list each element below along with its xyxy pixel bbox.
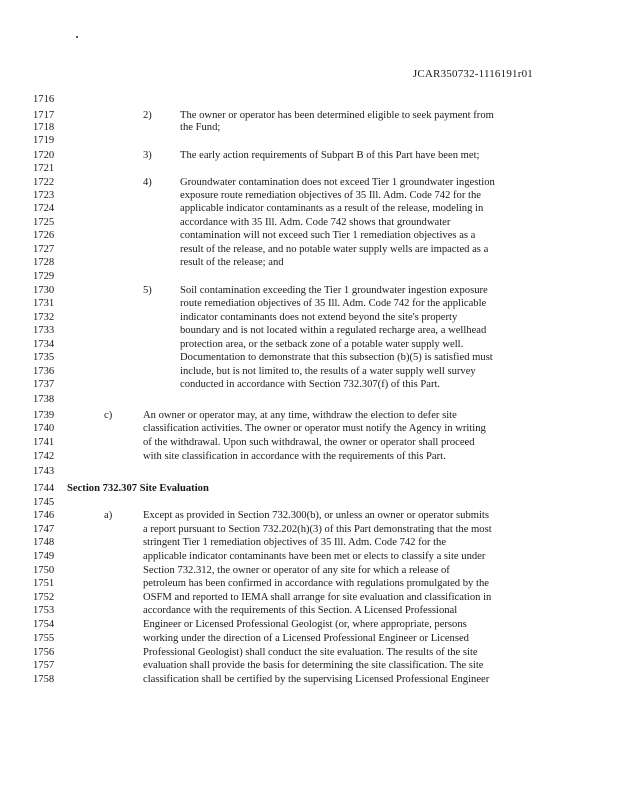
- text-line: Professional Geologist) shall conduct the site evaluation. The results of the site: [143, 647, 478, 658]
- line-number: 1732: [33, 312, 55, 323]
- line-number: 1718: [33, 122, 55, 133]
- line-number: 1748: [33, 537, 55, 548]
- text-line: Engineer or Licensed Professional Geologist (or, where appropriate, persons: [143, 619, 467, 630]
- item-number: 4): [143, 177, 152, 188]
- item-number: 2): [143, 110, 152, 121]
- line-number: 1753: [33, 605, 55, 616]
- text-line: conducted in accordance with Section 732.307(f) of this Part.: [180, 379, 441, 390]
- line-number: 1752: [33, 592, 55, 603]
- text-line: protection area, or the setback zone of a potable water supply well.: [180, 339, 464, 350]
- line-number: 1720: [33, 150, 55, 161]
- line-number: 1747: [33, 524, 55, 535]
- line-number: 1724: [33, 203, 55, 214]
- line-number: 1725: [33, 217, 55, 228]
- text-line: working under the direction of a Licensed Professional Engineer or Licensed: [143, 633, 469, 644]
- line-number: 1757: [33, 660, 55, 671]
- text-line: The owner or operator has been determined eligible to seek payment from: [180, 110, 494, 121]
- text-line: boundary and is not located within a regulated recharge area, a wellhead: [180, 325, 487, 336]
- line-number: 1737: [33, 379, 55, 390]
- line-number: 1717: [33, 110, 55, 121]
- text-line: with site classification in accordance with the requirements of this Part.: [143, 451, 446, 462]
- text-line: classification shall be certified by the supervising Licensed Professional Engineer: [143, 674, 490, 685]
- line-number: 1751: [33, 578, 55, 589]
- text-line: result of the release, and no potable water supply wells are impacted as a: [180, 244, 489, 255]
- scan-speck: [76, 36, 78, 38]
- text-line: Except as provided in Section 732.300(b), or unless an owner or operator submits: [143, 510, 489, 521]
- text-line: stringent Tier 1 remediation objectives of 35 Ill. Adm. Code 742 for the: [143, 537, 447, 548]
- text-line: applicable indicator contaminants have been met or elects to classify a site under: [143, 551, 486, 562]
- item-number: 5): [143, 285, 152, 296]
- line-number: 1719: [33, 135, 55, 146]
- text-line: include, but is not limited to, the results of a water supply well survey: [180, 366, 476, 377]
- text-line: indicator contaminants does not extend beyond the site's property: [180, 312, 458, 323]
- line-number: 1723: [33, 190, 55, 201]
- text-line: petroleum has been confirmed in accordance with regulations promulgated by the: [143, 578, 489, 589]
- line-number: 1740: [33, 423, 55, 434]
- line-number: 1742: [33, 451, 55, 462]
- text-line: An owner or operator may, at any time, withdraw the election to defer site: [143, 410, 457, 421]
- line-number: 1727: [33, 244, 55, 255]
- document-id: JCAR350732-1116191r01: [412, 68, 533, 80]
- line-number: 1726: [33, 230, 55, 241]
- line-number: 1735: [33, 352, 55, 363]
- text-line: Groundwater contamination does not exceed Tier 1 groundwater ingestion: [180, 177, 495, 188]
- line-number: 1738: [33, 394, 55, 405]
- text-line: route remediation objectives of 35 Ill. Adm. Code 742 for the applicable: [180, 298, 487, 309]
- line-number: 1716: [33, 94, 55, 105]
- line-number: 1721: [33, 163, 55, 174]
- text-line: of the withdrawal. Upon such withdrawal, the owner or operator shall proceed: [143, 437, 475, 448]
- text-line: OSFM and reported to IEMA shall arrange for site evaluation and classification in: [143, 592, 492, 603]
- text-line: accordance with the requirements of this Section. A Licensed Professional: [143, 605, 458, 616]
- item-label: a): [104, 510, 113, 521]
- text-line: contamination will not exceed such Tier 1 remediation objectives as a: [180, 230, 476, 241]
- line-number: 1733: [33, 325, 55, 336]
- line-number: 1743: [33, 466, 55, 477]
- line-number: 1758: [33, 674, 55, 685]
- text-line: exposure route remediation objectives of 35 Ill. Adm. Code 742 for the: [180, 190, 481, 201]
- line-number: 1730: [33, 285, 55, 296]
- text-line: the Fund;: [180, 122, 221, 133]
- text-line: Soil contamination exceeding the Tier 1 groundwater ingestion exposure: [180, 285, 488, 296]
- text-line: a report pursuant to Section 732.202(h)(3) of this Part demonstrating that the most: [143, 524, 492, 535]
- text-line: result of the release; and: [180, 257, 284, 268]
- text-line: The early action requirements of Subpart B of this Part have been met;: [180, 150, 480, 161]
- line-number: 1729: [33, 271, 55, 282]
- line-number: 1734: [33, 339, 55, 350]
- section-heading: Section 732.307 Site Evaluation: [67, 483, 209, 494]
- line-number: 1745: [33, 497, 55, 508]
- text-line: classification activities. The owner or operator must notify the Agency in writing: [143, 423, 486, 434]
- line-number: 1749: [33, 551, 55, 562]
- line-number: 1739: [33, 410, 55, 421]
- line-number: 1750: [33, 565, 55, 576]
- line-number: 1746: [33, 510, 55, 521]
- line-number: 1744: [33, 483, 55, 494]
- line-number: 1722: [33, 177, 55, 188]
- text-line: accordance with 35 Ill. Adm. Code 742 shows that groundwater: [180, 217, 451, 228]
- item-number: 3): [143, 150, 152, 161]
- text-line: evaluation shall provide the basis for determining the site classification. The site: [143, 660, 484, 671]
- line-number: 1754: [33, 619, 55, 630]
- item-label: c): [104, 410, 113, 421]
- line-number: 1756: [33, 647, 55, 658]
- text-line: Section 732.312, the owner or operator of any site for which a release of: [143, 565, 450, 576]
- line-number: 1728: [33, 257, 55, 268]
- line-number: 1755: [33, 633, 55, 644]
- line-number: 1736: [33, 366, 55, 377]
- line-number: 1731: [33, 298, 55, 309]
- text-line: Documentation to demonstrate that this subsection (b)(5) is satisfied must: [180, 352, 493, 363]
- text-line: applicable indicator contaminants as a result of the release, modeling in: [180, 203, 484, 214]
- line-number: 1741: [33, 437, 55, 448]
